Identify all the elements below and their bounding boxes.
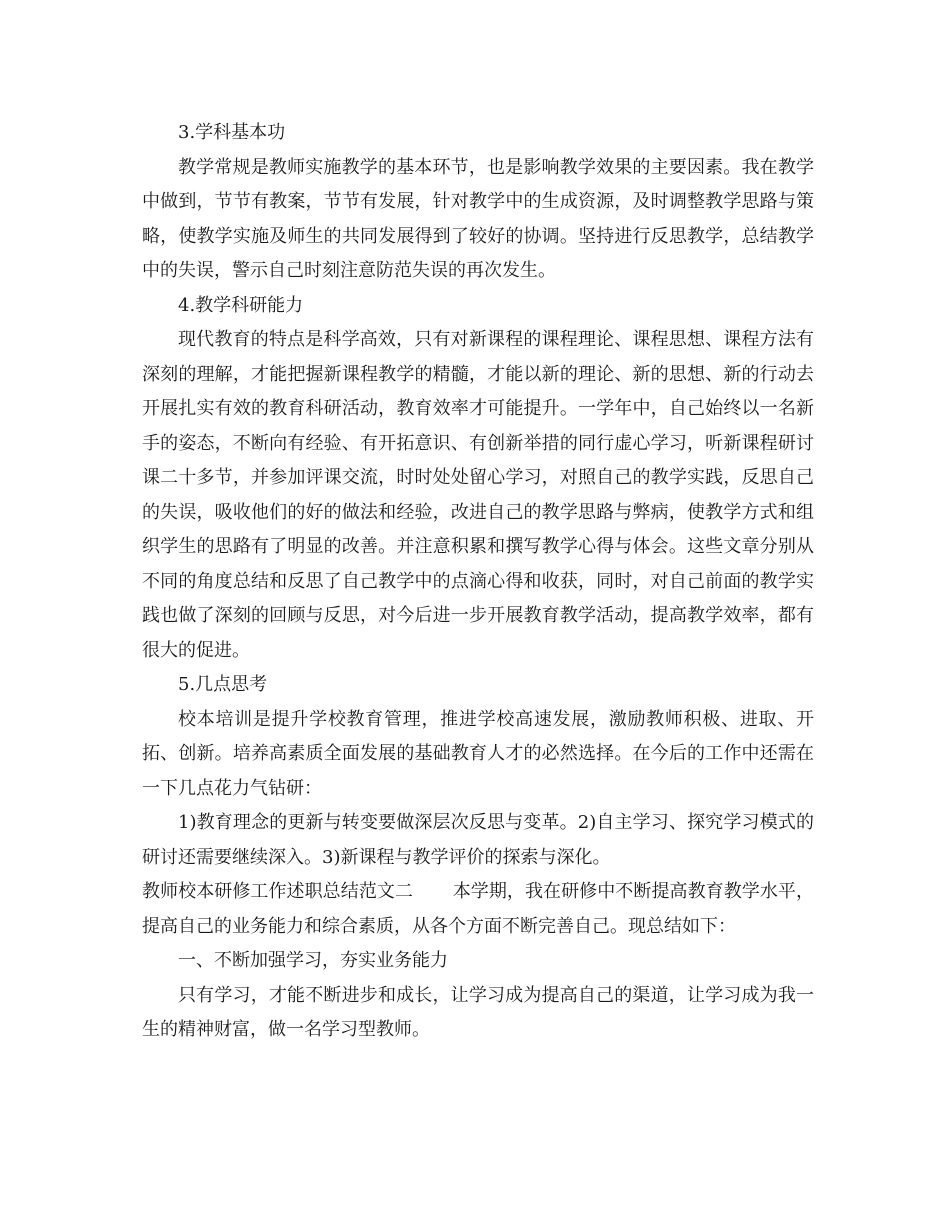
second-article-title: 教师校本研修工作述职总结范文二 [142, 881, 414, 902]
second-article-intro-text: 本学期，我在研修中不断提高教育教学水平，提高自己的业务能力和综合素质，从各个方面不断完善自己。现总结如下： [142, 881, 814, 937]
section-heading-5: 5.几点思考 [178, 674, 268, 695]
second-article-intro [142, 875, 814, 944]
section-4-paragraph: 现代教育的特点是科学高效，只有对新课程的课程理论、课程思想、课程方法有深刻的理解，才能把握新课程教学的精髓，才能以新的理论、新的思想、新的行动去开展扎实有效的教育科研活动，教育效率才可能提升。一学年中，自己始终以一名新手的姿态，不断向有经验、有开拓意识、有创新举措的同行虚心学习，听新课程研讨课二十多节，并参加评课交流，时时处处留心学习，对照自己的教学实践，反思自己的失误，吸收他们的好的做法和经验，改进自己的教学思路与弊病，使教学方式和组织学生的思路有了明显的改善。并注意积累和撰写教学心得与体会。这些文章分别从不同的角度总结和反思了自己教学中的点滴心得和收获，同时，对自己前面的教学实践也做了深刻的回顾与反思，对今后进一步开展教育教学活动，提高教学效率，都有很大的促进。 [142, 329, 814, 661]
document-page [142, 116, 814, 1048]
section-5-paragraph-1: 校本培训是提升学校教育管理，推进学校高速发展，激励教师积极、进取、开拓、创新。培养高素质全面发展的基础教育人才的必然选择。在今后的工作中还需在一下几点花力气钻研： [142, 708, 814, 799]
section-heading-3: 3.学科基本功 [178, 122, 286, 143]
section-3-paragraph: 教学常规是教师实施教学的基本环节，也是影响教学效果的主要因素。我在教学中做到，节节有教案，节节有发展，针对教学中的生成资源，及时调整教学思路与策略，使教学实施及师生的共同发展得到了较好的协调。坚持进行反思教学，总结教学中的失误，警示自己时刻注意防范失误的再次发生。 [142, 156, 814, 281]
section-5-paragraph-2: 1)教育理念的更新与转变要做深层次反思与变革。2)自主学习、探究学习模式的研讨还需要继续深入。3)新课程与教学评价的探索与深化。 [142, 812, 814, 868]
section-heading-4: 4.教学科研能力 [178, 294, 304, 316]
subsection-heading-1: 一、不断加强学习，夯实业务能力 [178, 950, 448, 971]
subsection-1-paragraph: 只有学习，才能不断进步和成长，让学习成为提高自己的渠道，让学习成为我一生的精神财富，做一名学习型教师。 [142, 984, 814, 1040]
